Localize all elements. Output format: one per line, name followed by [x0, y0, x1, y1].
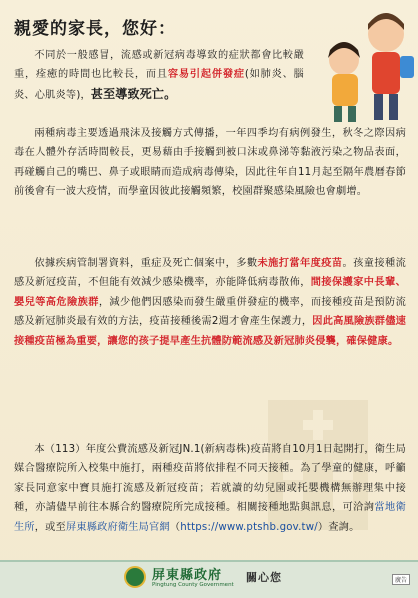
- text-span: 不同於一般感冒，流感或新冠病毒導致的症狀都會比較嚴重，痊癒的時間也比較長，而且: [14, 50, 304, 81]
- highlight-urgent-vaccination: 因此高風險族群儘速接種疫苗極為重要，讓您的孩子提早產生抗體防範流感及新冠肺炎侵襲，確保健康。: [14, 315, 406, 347]
- paragraph-schedule: [14, 440, 406, 537]
- gov-name-en: Pingtung County Government: [152, 582, 234, 588]
- text-span: 依據疾病管制署資料，重症及死亡個案中，多數: [34, 258, 258, 269]
- greeting-heading: 親愛的家長，您好：: [14, 19, 176, 39]
- local-health-center-link[interactable]: 當地衛生所: [14, 502, 406, 533]
- text-span: ，減少他們因感染而發生嚴重併發症的機率，而接種疫苗是預防流感及新冠肺炎最有效的方法，疫苗接種後需2週才會產生保護力，: [14, 296, 407, 328]
- text-span: 。孩童接種流感及新冠疫苗，不但能有效減少感染機率，亦能降低病毒散佈，: [14, 258, 407, 289]
- text-span: 兩種病毒主要透過飛沫及接觸方式傳播，一年四季均有病例發生，秋冬之際因病毒在人體外存活時間較長，更易藉由手接觸到被口沫或鼻涕等黏液污染之物品表面，再碰觸自己的嘴巴、鼻子或眼睛而造成病毒傳染，因此往年自11月起至隔年農曆春節前後會有一波大疫情，而學童因彼此接觸頻繁，校園群聚感染風險也會劇增。: [14, 128, 406, 198]
- paragraph-vaccination-importance: [14, 254, 406, 351]
- highlight-unvaccinated: 未施打當年度疫苗: [257, 257, 343, 269]
- county-logo-icon: [124, 566, 146, 588]
- text-span: (如肺炎、腦炎、心肌炎等)，: [14, 69, 304, 101]
- paragraph-transmission: [14, 124, 406, 202]
- gov-name: 屏東縣政府: [152, 568, 223, 583]
- text-span: ，或至: [34, 521, 66, 533]
- ad-tag: 廣告: [392, 574, 410, 585]
- highlight-complications: 容易引起併發症: [167, 68, 245, 81]
- footer-divider: [0, 560, 418, 562]
- footer-bar: [0, 560, 418, 598]
- text-span: 本（113）年度公費流感及新冠JN.1(新病毒株)疫苗將自10月1日起開打，衛生局媒合醫療院所入校集中施打，兩種疫苗將依排程不同天接種。為了學童的健康，呼籲家長同意家中寶貝施打流感及新冠疫苗；若就讀的幼兒園或托嬰機構無辦理集中接種，亦請儘早前往本縣合約醫療院所完成接種。相關接種地點與訊息，可洽詢: [14, 444, 406, 514]
- health-bureau-site-link[interactable]: 屏東縣政府衛生局官網: [65, 521, 170, 533]
- paragraph-complications: [14, 46, 304, 105]
- text-span: ）查詢。: [317, 521, 360, 533]
- text-span: （: [169, 521, 181, 533]
- highlight-death: 甚至導致死亡。: [90, 86, 177, 101]
- health-bureau-url-link[interactable]: https://www.ptshb.gov.tw/: [180, 521, 318, 533]
- care-slogan: 關心您: [246, 571, 282, 584]
- children-illustration-icon: [308, 4, 418, 124]
- highlight-protect-family: 間接保護家中長輩、嬰兒等高危險族群: [14, 276, 406, 308]
